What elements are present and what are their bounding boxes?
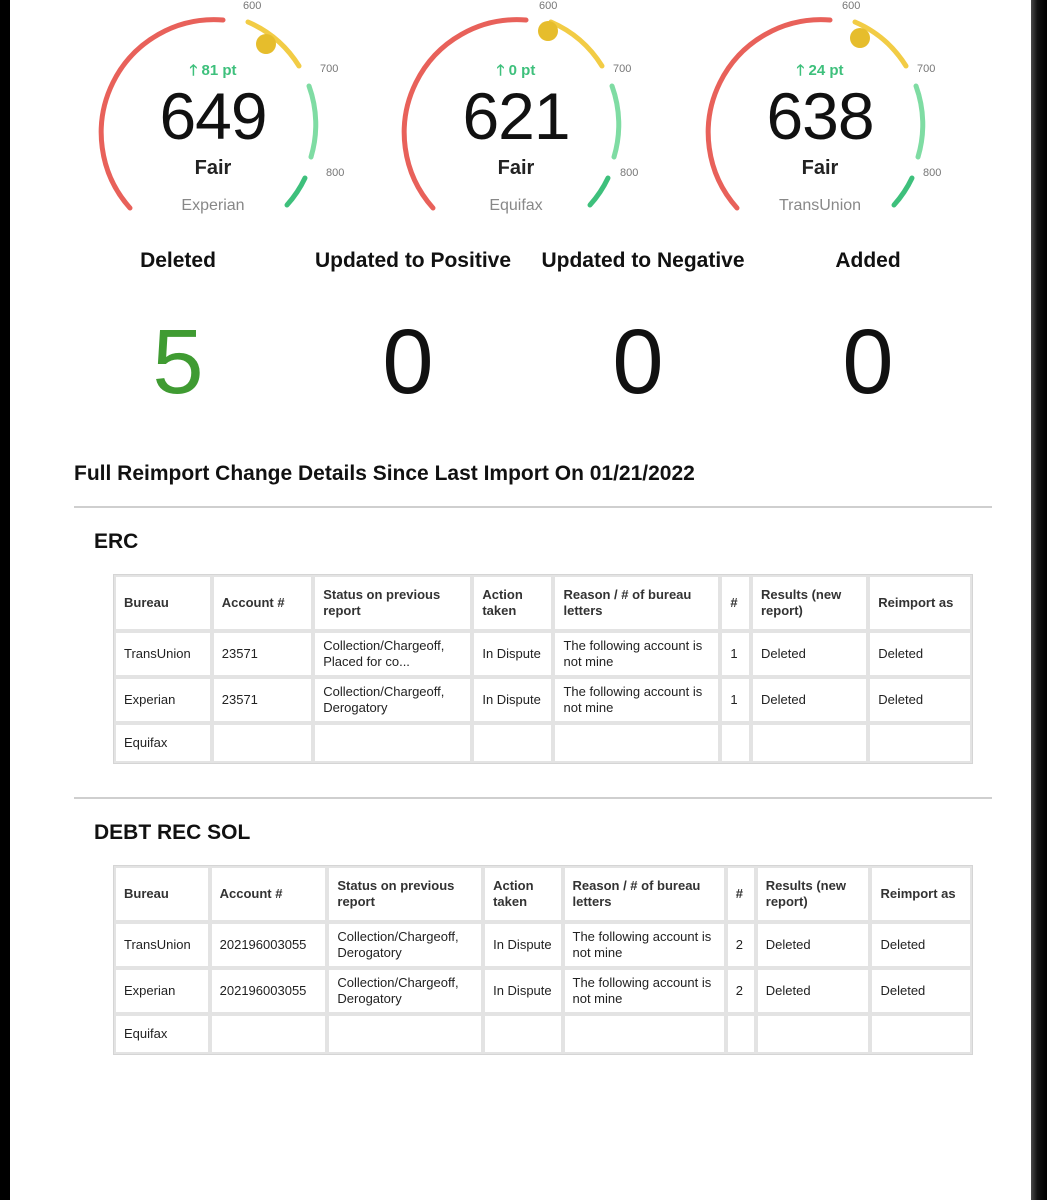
col-results: Results (new report) [756, 866, 871, 922]
col-count: # [720, 575, 751, 631]
cell-reason [563, 1014, 726, 1054]
summary-label-updated-negative: Updated to Negative [541, 249, 745, 272]
cell-account: 23571 [212, 677, 313, 723]
cell-count: 1 [720, 677, 751, 723]
cell-bureau: Experian [114, 968, 210, 1014]
cell-count: 1 [720, 631, 751, 677]
cell-results: Deleted [756, 968, 871, 1014]
table-row [114, 922, 972, 968]
cell-reimport: Deleted [868, 631, 972, 677]
cell-reimport [870, 1014, 972, 1054]
cell-count: 2 [726, 922, 756, 968]
summary-label-deleted: Deleted [140, 249, 216, 272]
erc-changes-table [113, 574, 973, 764]
table-row [114, 968, 972, 1014]
cell-count: 2 [726, 968, 756, 1014]
arrow-up-icon: 🡑 [496, 62, 505, 79]
cell-reason [553, 723, 720, 763]
cell-status: Collection/Chargeoff, Derogatory [327, 922, 483, 968]
change-details-heading: Full Reimport Change Details Since Last Import On 01/21/2022 [74, 462, 695, 485]
report-page [10, 0, 1031, 1200]
cell-account: 23571 [212, 631, 313, 677]
col-status: Status on previous report [327, 866, 483, 922]
cell-count [720, 723, 751, 763]
cell-bureau: Equifax [114, 723, 212, 763]
cell-action: In Dispute [472, 631, 553, 677]
cell-bureau: TransUnion [114, 922, 210, 968]
col-reason: Reason / # of bureau letters [553, 575, 720, 631]
debt-rec-sol-changes-table [113, 865, 973, 1055]
table-header-row [114, 866, 972, 922]
score-rating: Fair [801, 157, 839, 179]
cell-reimport: Deleted [870, 922, 972, 968]
table-row [114, 677, 972, 723]
tick-600: 600 [243, 0, 262, 12]
tick-800: 800 [620, 167, 639, 179]
cell-reimport: Deleted [870, 968, 972, 1014]
arrow-up-icon: 🡑 [189, 62, 198, 79]
tick-700: 700 [613, 63, 632, 75]
cell-bureau: TransUnion [114, 631, 212, 677]
summary-label-added: Added [835, 249, 901, 272]
cell-count [726, 1014, 756, 1054]
equifax-score-gauge [396, 0, 696, 230]
cell-account [210, 1014, 328, 1054]
screen-edge [1031, 0, 1047, 1200]
cell-status: Collection/Chargeoff, Placed for co... [313, 631, 472, 677]
tick-600: 600 [539, 0, 558, 12]
cell-results: Deleted [751, 677, 868, 723]
score-rating: Fair [194, 157, 232, 179]
cell-bureau: Experian [114, 677, 212, 723]
tick-700: 700 [320, 63, 339, 75]
col-count: # [726, 866, 756, 922]
cell-action [483, 1014, 562, 1054]
col-bureau: Bureau [114, 575, 212, 631]
col-action: Action taken [472, 575, 553, 631]
summary-label-updated-positive: Updated to Positive [314, 249, 512, 272]
divider [74, 797, 992, 799]
delta-value: 81 pt [201, 62, 237, 79]
score-rating: Fair [497, 157, 535, 179]
table-row [114, 1014, 972, 1054]
table-row [114, 723, 972, 763]
section-title-erc: ERC [94, 530, 139, 553]
cell-reimport [868, 723, 972, 763]
cell-account: 202196003055 [210, 922, 328, 968]
table-row [114, 631, 972, 677]
tick-800: 800 [923, 167, 942, 179]
cell-bureau: Equifax [114, 1014, 210, 1054]
summary-value-updated-positive: 0 [382, 311, 434, 413]
delta-value: 24 pt [808, 62, 844, 79]
cell-action: In Dispute [483, 922, 562, 968]
section-title-debt-rec-sol: DEBT REC SOL [94, 821, 251, 844]
cell-status: Collection/Chargeoff, Derogatory [327, 968, 483, 1014]
col-bureau: Bureau [114, 866, 210, 922]
cell-action: In Dispute [483, 968, 562, 1014]
summary-value-added: 0 [842, 311, 894, 413]
cell-action: In Dispute [472, 677, 553, 723]
tick-800: 800 [326, 167, 345, 179]
arrow-up-icon: 🡑 [796, 62, 805, 79]
bureau-name: Equifax [489, 197, 543, 214]
tick-600: 600 [842, 0, 861, 12]
cell-results [756, 1014, 871, 1054]
cell-reason: The following account is not mine [563, 968, 726, 1014]
col-account: Account # [210, 866, 328, 922]
bureau-name: TransUnion [778, 197, 862, 214]
credit-score: 621 [462, 79, 570, 153]
cell-account [212, 723, 313, 763]
summary-value-updated-negative: 0 [612, 311, 664, 413]
experian-score-gauge [93, 0, 393, 230]
cell-status [313, 723, 472, 763]
cell-reason: The following account is not mine [563, 922, 726, 968]
col-reimport: Reimport as [870, 866, 972, 922]
col-status: Status on previous report [313, 575, 472, 631]
credit-score: 649 [159, 79, 267, 153]
cell-status [327, 1014, 483, 1054]
summary-value-deleted: 5 [152, 311, 204, 413]
cell-reason: The following account is not mine [553, 677, 720, 723]
col-results: Results (new report) [751, 575, 868, 631]
cell-action [472, 723, 553, 763]
divider [74, 506, 992, 508]
col-reason: Reason / # of bureau letters [563, 866, 726, 922]
transunion-score-gauge [700, 0, 1000, 230]
cell-reason: The following account is not mine [553, 631, 720, 677]
cell-status: Collection/Chargeoff, Derogatory [313, 677, 472, 723]
bureau-name: Experian [181, 197, 245, 214]
cell-account: 202196003055 [210, 968, 328, 1014]
col-account: Account # [212, 575, 313, 631]
table-header-row [114, 575, 972, 631]
cell-results: Deleted [756, 922, 871, 968]
credit-score: 638 [766, 79, 874, 153]
col-reimport: Reimport as [868, 575, 972, 631]
col-action: Action taken [483, 866, 562, 922]
cell-reimport: Deleted [868, 677, 972, 723]
delta-value: 0 pt [508, 62, 536, 79]
cell-results [751, 723, 868, 763]
cell-results: Deleted [751, 631, 868, 677]
tick-700: 700 [917, 63, 936, 75]
